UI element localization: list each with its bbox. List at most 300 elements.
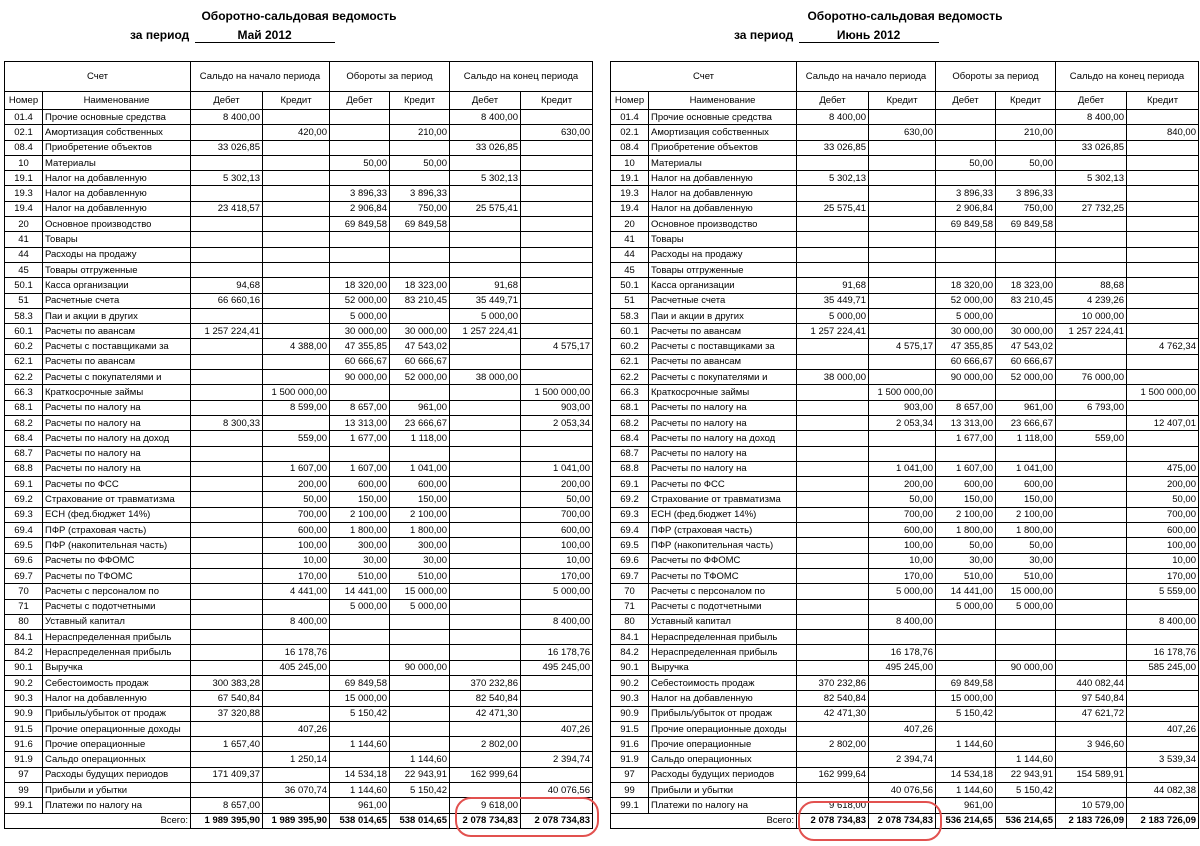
table-row: [5, 737, 593, 752]
amount-cell: 5 150,42: [996, 783, 1056, 798]
account-code: 50.1: [5, 278, 43, 293]
account-name: Налог на добавленную: [649, 691, 797, 706]
amount-cell: [797, 630, 869, 645]
amount-cell: 171 409,37: [191, 767, 263, 782]
account-name: Товары отгруженные: [649, 262, 797, 277]
table-row: [5, 691, 593, 706]
amount-cell: 630,00: [869, 125, 936, 140]
amount-cell: 510,00: [330, 568, 390, 583]
account-code: 62.1: [5, 354, 43, 369]
amount-cell: 18 323,00: [390, 278, 450, 293]
amount-cell: [191, 507, 263, 522]
account-name: Себестоимость продаж: [43, 675, 191, 690]
amount-cell: 600,00: [390, 477, 450, 492]
amount-cell: 1 800,00: [330, 523, 390, 538]
amount-cell: 94,68: [191, 278, 263, 293]
amount-cell: 42 471,30: [450, 706, 521, 721]
amount-cell: 52 000,00: [390, 370, 450, 385]
table-row: [5, 415, 593, 430]
header-number: Номер: [5, 92, 43, 110]
amount-cell: [1127, 247, 1199, 262]
amount-cell: 8 657,00: [936, 400, 996, 415]
account-name: Расчеты по налогу на: [43, 446, 191, 461]
account-name: Прибыли и убытки: [649, 783, 797, 798]
table-row: [611, 354, 1199, 369]
amount-cell: [1127, 308, 1199, 323]
amount-cell: [390, 247, 450, 262]
highlight-ellipse: [798, 801, 942, 841]
amount-cell: 69 849,58: [330, 675, 390, 690]
account-name: Расчеты по ФФОМС: [43, 553, 191, 568]
amount-cell: 15 000,00: [936, 691, 996, 706]
amount-cell: 1 677,00: [936, 431, 996, 446]
amount-cell: [263, 171, 330, 186]
amount-cell: [450, 232, 521, 247]
total-amount: 1 989 395,90: [263, 813, 330, 828]
account-code: 69.3: [5, 507, 43, 522]
table-row: [5, 171, 593, 186]
account-name: Товары: [649, 232, 797, 247]
amount-cell: [521, 324, 593, 339]
account-name: Основное производство: [43, 217, 191, 232]
amount-cell: 150,00: [330, 492, 390, 507]
header-row-groups: [5, 62, 593, 92]
account-code: 84.1: [611, 630, 649, 645]
amount-cell: 1 607,00: [330, 461, 390, 476]
table-row: [5, 431, 593, 446]
amount-cell: [996, 691, 1056, 706]
account-name: Расчеты по ТФОМС: [649, 568, 797, 583]
account-code: 68.1: [611, 400, 649, 415]
amount-cell: 33 026,85: [1056, 140, 1127, 155]
amount-cell: 5 000,00: [996, 599, 1056, 614]
amount-cell: [390, 385, 450, 400]
amount-cell: 8 400,00: [191, 110, 263, 125]
amount-cell: [1127, 354, 1199, 369]
account-name: Расчеты с покупателями и: [43, 370, 191, 385]
account-code: 69.7: [5, 568, 43, 583]
header-turnover: Обороты за период: [936, 62, 1056, 92]
amount-cell: [936, 721, 996, 736]
amount-cell: 495 245,00: [869, 660, 936, 675]
period-value: Июнь 2012: [799, 29, 939, 43]
amount-cell: 38 000,00: [797, 370, 869, 385]
table-row: [5, 339, 593, 354]
amount-cell: [191, 339, 263, 354]
table-row: [611, 538, 1199, 553]
amount-cell: [390, 140, 450, 155]
amount-cell: 407,26: [869, 721, 936, 736]
amount-cell: [1127, 110, 1199, 125]
amount-cell: [521, 232, 593, 247]
amount-cell: 23 666,67: [996, 415, 1056, 430]
account-code: 69.5: [5, 538, 43, 553]
table-row: [611, 370, 1199, 385]
amount-cell: [390, 232, 450, 247]
table-row: [611, 675, 1199, 690]
amount-cell: 600,00: [869, 523, 936, 538]
account-name: Выручка: [649, 660, 797, 675]
account-code: 19.1: [5, 171, 43, 186]
amount-cell: 1 144,60: [330, 783, 390, 798]
total-amount: 2 183 726,09: [1127, 813, 1199, 828]
amount-cell: 3 946,60: [1056, 737, 1127, 752]
header-opening-balance: Сальдо на начало периода: [191, 62, 330, 92]
amount-cell: [330, 232, 390, 247]
account-name: Расходы будущих периодов: [43, 767, 191, 782]
amount-cell: [263, 232, 330, 247]
amount-cell: [1056, 614, 1127, 629]
amount-cell: [450, 584, 521, 599]
amount-cell: 4 388,00: [263, 339, 330, 354]
amount-cell: [869, 354, 936, 369]
amount-cell: 600,00: [1127, 523, 1199, 538]
amount-cell: [1127, 155, 1199, 170]
table-row: [5, 721, 593, 736]
amount-cell: 2 906,84: [330, 201, 390, 216]
account-name: Прочие операционные: [649, 737, 797, 752]
amount-cell: 559,00: [1056, 431, 1127, 446]
amount-cell: [330, 247, 390, 262]
amount-cell: 5 000,00: [521, 584, 593, 599]
account-code: 91.9: [611, 752, 649, 767]
account-name: Нераспределенная прибыль: [649, 645, 797, 660]
table-row: [5, 477, 593, 492]
header-debit: Дебет: [797, 92, 869, 110]
amount-cell: [869, 110, 936, 125]
account-code: 68.4: [5, 431, 43, 446]
period-line: [130, 28, 335, 43]
header-debit: Дебет: [936, 92, 996, 110]
amount-cell: 8 400,00: [450, 110, 521, 125]
amount-cell: 10,00: [263, 553, 330, 568]
header-debit: Дебет: [450, 92, 521, 110]
amount-cell: [869, 217, 936, 232]
amount-cell: [1056, 461, 1127, 476]
amount-cell: [1127, 201, 1199, 216]
amount-cell: [869, 767, 936, 782]
account-name: ПФР (страховая часть): [43, 523, 191, 538]
account-code: 68.8: [5, 461, 43, 476]
account-code: 20: [5, 217, 43, 232]
total-amount: 2 078 734,83: [521, 813, 593, 828]
amount-cell: [1127, 691, 1199, 706]
amount-cell: 8 300,33: [191, 415, 263, 430]
amount-cell: [869, 171, 936, 186]
account-code: 19.3: [5, 186, 43, 201]
amount-cell: 97 540,84: [1056, 691, 1127, 706]
highlight-ellipse: [455, 797, 599, 837]
amount-cell: [797, 507, 869, 522]
account-name: Прочие операционные доходы: [649, 721, 797, 736]
amount-cell: [191, 370, 263, 385]
table-row: [611, 752, 1199, 767]
amount-cell: 5 000,00: [390, 599, 450, 614]
amount-cell: [191, 783, 263, 798]
amount-cell: 3 896,33: [996, 186, 1056, 201]
account-name: Нераспределенная прибыль: [43, 645, 191, 660]
amount-cell: [1127, 675, 1199, 690]
amount-cell: [797, 400, 869, 415]
table-row: [611, 415, 1199, 430]
amount-cell: 300,00: [330, 538, 390, 553]
amount-cell: [1056, 477, 1127, 492]
amount-cell: 100,00: [263, 538, 330, 553]
account-name: Расчеты с персоналом по: [649, 584, 797, 599]
amount-cell: [191, 568, 263, 583]
amount-cell: 91,68: [797, 278, 869, 293]
amount-cell: 510,00: [390, 568, 450, 583]
table-row: [611, 477, 1199, 492]
header-credit: Кредит: [996, 92, 1056, 110]
amount-cell: 30,00: [390, 553, 450, 568]
amount-cell: [450, 461, 521, 476]
amount-cell: 5 000,00: [936, 599, 996, 614]
table-row: [5, 614, 593, 629]
amount-cell: 1 250,14: [263, 752, 330, 767]
account-code: 66.3: [611, 385, 649, 400]
account-code: 71: [5, 599, 43, 614]
amount-cell: [797, 614, 869, 629]
amount-cell: [390, 691, 450, 706]
amount-cell: [191, 232, 263, 247]
amount-cell: 60 666,67: [996, 354, 1056, 369]
amount-cell: 36 070,74: [263, 783, 330, 798]
amount-cell: 38 000,00: [450, 370, 521, 385]
amount-cell: [1127, 798, 1199, 813]
amount-cell: 585 245,00: [1127, 660, 1199, 675]
sheet-title: Оборотно-сальдовая ведомость: [201, 9, 397, 23]
account-code: 70: [611, 584, 649, 599]
account-name: Расчеты по авансам: [649, 324, 797, 339]
amount-cell: [450, 507, 521, 522]
table-row: [5, 783, 593, 798]
amount-cell: [521, 217, 593, 232]
account-code: 70: [5, 584, 43, 599]
account-code: 69.2: [611, 492, 649, 507]
amount-cell: [521, 599, 593, 614]
amount-cell: [521, 110, 593, 125]
account-code: 10: [611, 155, 649, 170]
account-name: Выручка: [43, 660, 191, 675]
table-row: [611, 110, 1199, 125]
amount-cell: [797, 385, 869, 400]
table-row: [5, 553, 593, 568]
amount-cell: 8 400,00: [869, 614, 936, 629]
amount-cell: [797, 125, 869, 140]
amount-cell: 440 082,44: [1056, 675, 1127, 690]
account-code: 02.1: [611, 125, 649, 140]
amount-cell: 67 540,84: [191, 691, 263, 706]
amount-cell: [330, 140, 390, 155]
amount-cell: [797, 461, 869, 476]
amount-cell: 47 543,02: [996, 339, 1056, 354]
account-name: ПФР (страховая часть): [649, 523, 797, 538]
amount-cell: 15 000,00: [330, 691, 390, 706]
account-code: 69.2: [5, 492, 43, 507]
amount-cell: [191, 431, 263, 446]
amount-cell: 1 041,00: [996, 461, 1056, 476]
amount-cell: 150,00: [390, 492, 450, 507]
amount-cell: [797, 415, 869, 430]
amount-cell: [936, 171, 996, 186]
amount-cell: 170,00: [869, 568, 936, 583]
amount-cell: [521, 293, 593, 308]
account-code: 45: [5, 262, 43, 277]
account-code: 69.1: [611, 477, 649, 492]
amount-cell: [330, 614, 390, 629]
amount-cell: [450, 186, 521, 201]
amount-cell: [797, 584, 869, 599]
amount-cell: [521, 308, 593, 323]
table-row: [611, 767, 1199, 782]
account-name: ПФР (накопительная часть): [43, 538, 191, 553]
header-name: Наименование: [43, 92, 191, 110]
account-name: Расчетные счета: [43, 293, 191, 308]
table-row: [5, 125, 593, 140]
table-row: [5, 247, 593, 262]
amount-cell: [1056, 721, 1127, 736]
amount-cell: [263, 110, 330, 125]
amount-cell: [1127, 767, 1199, 782]
account-code: 97: [5, 767, 43, 782]
amount-cell: 1 257 224,41: [1056, 324, 1127, 339]
table-row: [5, 385, 593, 400]
amount-cell: 2 053,34: [521, 415, 593, 430]
account-code: 90.2: [5, 675, 43, 690]
amount-cell: [263, 630, 330, 645]
account-code: 99: [5, 783, 43, 798]
account-code: 02.1: [5, 125, 43, 140]
amount-cell: 25 575,41: [797, 201, 869, 216]
amount-cell: [869, 630, 936, 645]
amount-cell: [263, 324, 330, 339]
account-code: 99: [611, 783, 649, 798]
amount-cell: [1127, 599, 1199, 614]
account-code: 08.4: [611, 140, 649, 155]
amount-cell: [263, 706, 330, 721]
amount-cell: 12 407,01: [1127, 415, 1199, 430]
amount-cell: [1056, 125, 1127, 140]
account-code: 71: [611, 599, 649, 614]
amount-cell: 600,00: [996, 477, 1056, 492]
amount-cell: [797, 599, 869, 614]
amount-cell: [330, 752, 390, 767]
amount-cell: 162 999,64: [450, 767, 521, 782]
amount-cell: 76 000,00: [1056, 370, 1127, 385]
amount-cell: [330, 262, 390, 277]
header-credit: Кредит: [1127, 92, 1199, 110]
amount-cell: 30,00: [996, 553, 1056, 568]
table-row: [5, 446, 593, 461]
table-row: [5, 752, 593, 767]
amount-cell: 1 500 000,00: [1127, 385, 1199, 400]
amount-cell: 33 026,85: [191, 140, 263, 155]
amount-cell: [1056, 783, 1127, 798]
amount-cell: 6 793,00: [1056, 400, 1127, 415]
amount-cell: [330, 125, 390, 140]
amount-cell: [797, 186, 869, 201]
amount-cell: [191, 477, 263, 492]
amount-cell: 1 118,00: [996, 431, 1056, 446]
header-credit: Кредит: [263, 92, 330, 110]
amount-cell: [797, 752, 869, 767]
account-code: 90.1: [611, 660, 649, 675]
amount-cell: [936, 385, 996, 400]
account-code: 69.7: [611, 568, 649, 583]
amount-cell: 1 144,60: [330, 737, 390, 752]
amount-cell: 1 257 224,41: [450, 324, 521, 339]
amount-cell: 18 323,00: [996, 278, 1056, 293]
amount-cell: [263, 217, 330, 232]
amount-cell: 5 000,00: [330, 599, 390, 614]
amount-cell: 16 178,76: [1127, 645, 1199, 660]
account-code: 68.7: [611, 446, 649, 461]
table-row: [611, 568, 1199, 583]
account-name: Приобретение объектов: [649, 140, 797, 155]
amount-cell: 154 589,91: [1056, 767, 1127, 782]
account-code: 84.2: [611, 645, 649, 660]
amount-cell: 33 026,85: [797, 140, 869, 155]
table-row: [5, 354, 593, 369]
amount-cell: [191, 186, 263, 201]
amount-cell: 510,00: [996, 568, 1056, 583]
account-code: 99.1: [5, 798, 43, 813]
amount-cell: [1127, 293, 1199, 308]
amount-cell: 22 943,91: [390, 767, 450, 782]
account-code: 91.6: [5, 737, 43, 752]
table-row: [611, 431, 1199, 446]
amount-cell: [1056, 538, 1127, 553]
table-row: [5, 675, 593, 690]
table-row: [611, 645, 1199, 660]
table-row: [611, 201, 1199, 216]
account-name: Налог на добавленную: [649, 171, 797, 186]
amount-cell: 300,00: [390, 538, 450, 553]
amount-cell: [521, 140, 593, 155]
header-debit: Дебет: [1056, 92, 1127, 110]
amount-cell: 2 394,74: [869, 752, 936, 767]
amount-cell: 100,00: [521, 538, 593, 553]
amount-cell: [1056, 232, 1127, 247]
amount-cell: [1056, 630, 1127, 645]
amount-cell: [450, 783, 521, 798]
header-account: Счет: [5, 62, 191, 92]
account-name: Расчеты по налогу на: [649, 461, 797, 476]
amount-cell: [797, 553, 869, 568]
account-code: 45: [611, 262, 649, 277]
sheet-title: Оборотно-сальдовая ведомость: [807, 9, 1003, 23]
amount-cell: [521, 431, 593, 446]
account-name: Страхование от травматизма: [649, 492, 797, 507]
table-row: [5, 523, 593, 538]
amount-cell: 60 666,67: [390, 354, 450, 369]
amount-cell: 10,00: [521, 553, 593, 568]
amount-cell: [1127, 186, 1199, 201]
account-name: Расчеты с покупателями и: [649, 370, 797, 385]
amount-cell: [263, 767, 330, 782]
amount-cell: [450, 155, 521, 170]
amount-cell: 30 000,00: [330, 324, 390, 339]
account-code: 58.3: [611, 308, 649, 323]
amount-cell: 10,00: [869, 553, 936, 568]
amount-cell: [996, 247, 1056, 262]
account-code: 80: [611, 614, 649, 629]
amount-cell: [936, 630, 996, 645]
amount-cell: [263, 370, 330, 385]
amount-cell: 4 575,17: [869, 339, 936, 354]
amount-cell: 150,00: [936, 492, 996, 507]
